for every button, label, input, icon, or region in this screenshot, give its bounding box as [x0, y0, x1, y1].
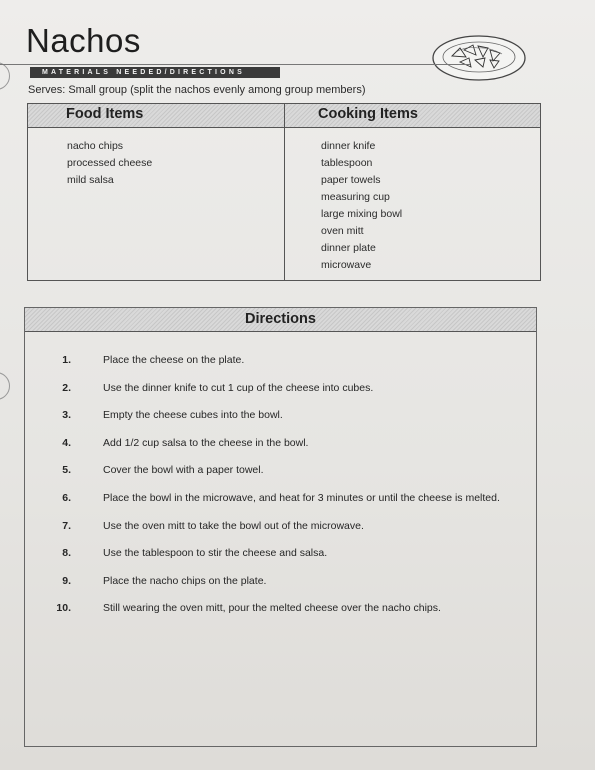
- step-number: 9.: [62, 574, 71, 587]
- direction-step: [25, 437, 536, 465]
- food-items-header: Food Items: [66, 106, 144, 122]
- cooking-item: tablespoon: [321, 157, 373, 169]
- cooking-item: dinner plate: [321, 242, 376, 254]
- cooking-item: dinner knife: [321, 140, 376, 152]
- direction-step: [25, 492, 536, 520]
- cooking-items-header: Cooking Items: [318, 106, 418, 122]
- direction-step: [25, 464, 536, 492]
- title-rule: [0, 64, 470, 65]
- nachos-plate-icon: [430, 32, 528, 84]
- step-text: Use the oven mitt to take the bowl out of the microwave.: [103, 519, 364, 532]
- step-text: Place the cheese on the plate.: [103, 354, 245, 366]
- step-number: 10.: [56, 602, 71, 615]
- step-text: Place the bowl in the microwave, and heat for 3 minutes or until the cheese is melted.: [103, 491, 500, 504]
- direction-step: [25, 354, 536, 382]
- direction-step: [25, 382, 536, 410]
- food-item: mild salsa: [67, 174, 114, 186]
- step-text: Use the tablespoon to stir the cheese and salsa.: [103, 547, 328, 560]
- step-text: Empty the cheese cubes into the bowl.: [103, 409, 283, 422]
- food-item: processed cheese: [67, 157, 153, 169]
- step-number: 2.: [62, 381, 71, 394]
- step-text: Cover the bowl with a paper towel.: [103, 464, 264, 477]
- page-title: Nachos: [26, 22, 141, 59]
- step-number: 6.: [62, 491, 71, 504]
- directions-box: [24, 307, 537, 747]
- direction-step: [25, 602, 536, 630]
- materials-table: [27, 103, 541, 281]
- food-item: nacho chips: [67, 140, 124, 152]
- step-number: 1.: [62, 354, 71, 366]
- step-number: 7.: [62, 519, 71, 532]
- step-text: Use the dinner knife to cut 1 cup of the cheese into cubes.: [103, 381, 374, 394]
- section-bar: MATERIALS NEEDED/DIRECTIONS: [30, 67, 280, 78]
- step-text: Still wearing the oven mitt, pour the melted cheese over the nacho chips.: [103, 602, 441, 615]
- cooking-item: measuring cup: [321, 191, 390, 203]
- cooking-item: oven mitt: [321, 225, 364, 237]
- cooking-item: large mixing bowl: [321, 208, 403, 220]
- direction-step: [25, 575, 536, 603]
- cooking-item: microwave: [321, 259, 372, 271]
- binder-hole-mark: [0, 62, 10, 90]
- cooking-items-list: [321, 138, 402, 274]
- step-number: 3.: [62, 409, 71, 422]
- step-number: 4.: [62, 436, 71, 449]
- step-number: 8.: [62, 547, 71, 560]
- step-text: Place the nacho chips on the plate.: [103, 574, 267, 587]
- direction-step: [25, 547, 536, 575]
- column-divider: [284, 104, 285, 280]
- directions-header: Directions: [245, 311, 316, 327]
- direction-step: [25, 520, 536, 548]
- directions-steps: [25, 354, 536, 630]
- cooking-item: paper towels: [321, 174, 381, 186]
- step-number: 5.: [62, 464, 71, 477]
- serves-line: Serves: Small group (split the nachos evenly among group members): [28, 84, 366, 96]
- binder-hole-mark: [0, 372, 10, 400]
- direction-step: [25, 409, 536, 437]
- food-items-list: [67, 138, 152, 189]
- step-text: Add 1/2 cup salsa to the cheese in the bowl.: [103, 436, 309, 449]
